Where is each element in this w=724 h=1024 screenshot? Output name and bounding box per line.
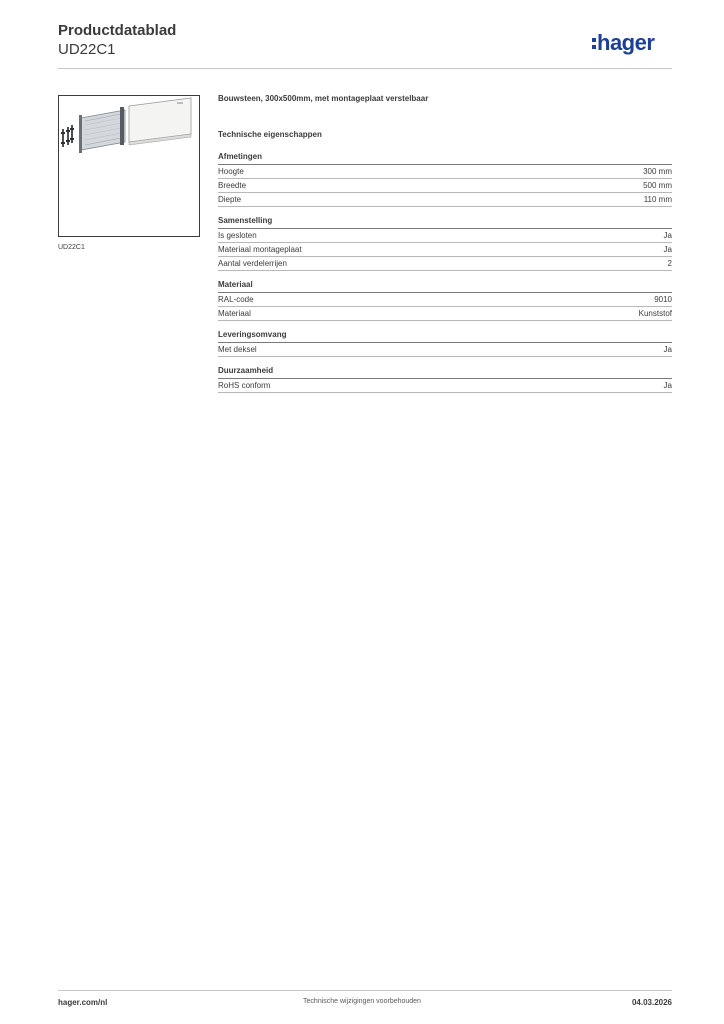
spec-label: Materiaal: [218, 309, 251, 318]
spec-label: RoHS conform: [218, 381, 271, 390]
spec-row: [218, 379, 672, 393]
logo-text: hager: [597, 30, 655, 55]
spec-row: [218, 243, 672, 257]
spec-value: 2: [667, 259, 672, 268]
spec-row: [218, 293, 672, 307]
footer-website[interactable]: hager.com/nl: [58, 998, 108, 1007]
product-code: UD22C1: [58, 41, 116, 58]
spec-label: Met deksel: [218, 345, 257, 354]
spec-section-title: Duurzaamheid: [218, 366, 672, 379]
product-description: Bouwsteen, 300x500mm, met montageplaat verstelbaar: [218, 94, 429, 103]
product-details: [218, 94, 672, 402]
spec-section: [218, 366, 672, 393]
spec-value: 9010: [654, 295, 672, 304]
spec-value: 500 mm: [643, 181, 672, 190]
spec-label: Aantal verdelerrijen: [218, 259, 287, 268]
spec-row: [218, 165, 672, 179]
spec-row: [218, 193, 672, 207]
product-image: [58, 95, 200, 237]
spec-row: [218, 307, 672, 321]
spec-value: Ja: [663, 245, 672, 254]
spec-section: [218, 216, 672, 271]
spec-row: [218, 257, 672, 271]
spec-label: Hoogte: [218, 167, 244, 176]
spec-value: Ja: [663, 381, 672, 390]
spec-label: Is gesloten: [218, 231, 257, 240]
spec-value: 110 mm: [643, 195, 672, 204]
spec-row: [218, 179, 672, 193]
spec-section-title: Samenstelling: [218, 216, 672, 229]
spec-section: [218, 152, 672, 207]
product-illustration-icon: [59, 96, 199, 236]
spec-section-title: Leveringsomvang: [218, 330, 672, 343]
tech-properties-heading: Technische eigenschappen: [218, 130, 322, 139]
logo-dots-icon: [592, 38, 596, 49]
spec-section: [218, 280, 672, 321]
footer-date: 04.03.2026: [631, 998, 672, 1007]
image-caption: UD22C1: [58, 244, 85, 251]
spec-label: Diepte: [218, 195, 242, 204]
spec-value: Kunststof: [638, 309, 672, 318]
spec-sections: [218, 152, 672, 393]
spec-value: 300 mm: [643, 167, 672, 176]
footer-divider: [58, 990, 672, 991]
page-title: Productdatablad: [58, 22, 177, 39]
hager-logo: [592, 30, 654, 56]
spec-label: Breedte: [218, 181, 247, 190]
spec-section: [218, 330, 672, 357]
spec-row: [218, 343, 672, 357]
header-divider: [58, 68, 672, 69]
spec-section-title: Afmetingen: [218, 152, 672, 165]
spec-section-title: Materiaal: [218, 280, 672, 293]
footer-notice: Technische wijzigingen voorbehouden: [303, 998, 421, 1005]
spec-value: Ja: [663, 345, 672, 354]
spec-label: RAL-code: [218, 295, 254, 304]
spec-value: Ja: [663, 231, 672, 240]
spec-row: [218, 229, 672, 243]
spec-label: Materiaal montageplaat: [218, 245, 302, 254]
